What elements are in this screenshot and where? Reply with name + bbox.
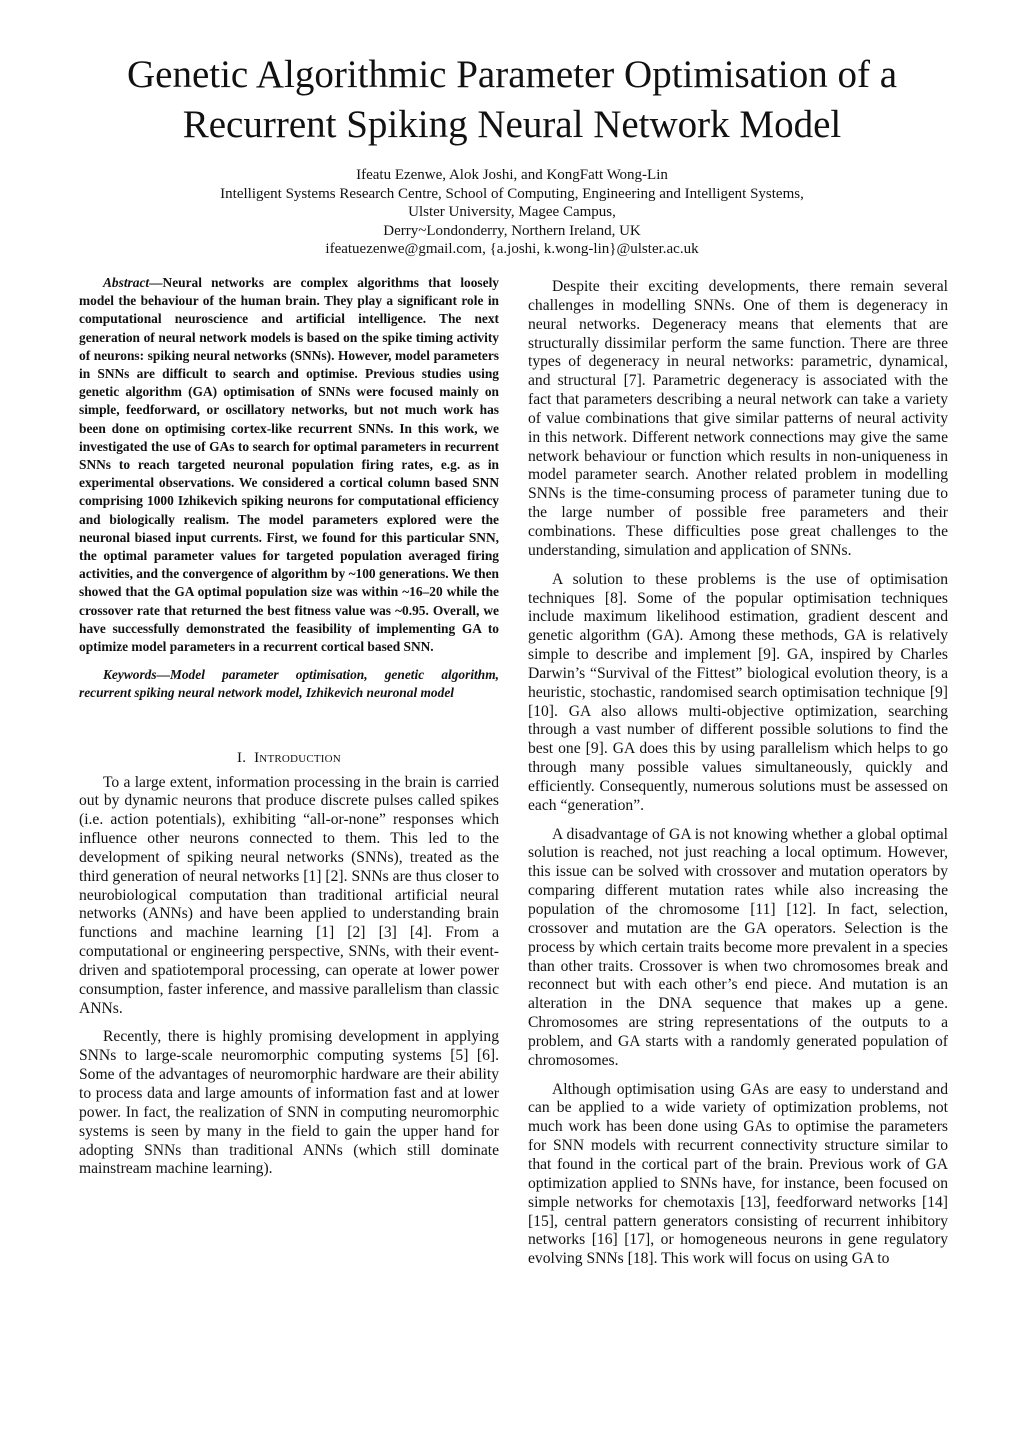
affiliation-line-3: Derry~Londonderry, Northern Ireland, UK	[383, 222, 641, 239]
abstract	[79, 274, 499, 656]
right-column	[528, 278, 948, 1269]
title-line-1: Genetic Algorithmic Parameter Optimisation of a	[126, 53, 898, 96]
paper-title	[40, 50, 984, 150]
body-paragraph-2: A solution to these problems is the use of optimisation techniques [8]. Some of the popular optimisation techniques include maximum likelihood estimation, gradient descent and genetic algorithm (GA). Among these methods, GA is relatively simple to describe and implement [9]. GA, inspired by Charles Darwin’s “Survival of the Fittest” biological evolution theory, is a heuristic, stochastic, randomised search optimisation technique [9] [10]. GA also allows multi-objective optimization, searching through a vast number of different possible solutions to find the best one [9]. GA does this by using parallelism which helps to go through many possible values simultaneously, quickly and efficiently. Consequently, numerous solutions must be assessed on each “generation”.	[528, 570, 948, 814]
body-paragraph-1: Despite their exciting developments, there remain several challenges in modelling SNNs. One of them is degeneracy in neural networks. Degeneracy means that elements that are structurally dissimilar perform the same function. There are three types of degeneracy in neural networks: parametric, dynamical, and structural [7]. Parametric degeneracy is associated with the fact that parameters describing a neural network can take a variety of value combinations that give similar patterns of neural activity in this network. Different network connections may give the same network behaviour or function which results in non-uniqueness in model parameter search. Another related problem in modelling SNNs is the time-consuming process of parameter tuning due to the large number of possible free parameters and their combinations. These difficulties pose great challenges to the understanding, simulation and application of SNNs.	[528, 278, 948, 559]
abstract-text: —Neural networks are complex algorithms that loosely model the behaviour of the human brain. They play a significant role in computational neuroscience and artificial intelligence. The next generation of neural network models is based on the spike timing activity of neurons: spiking neural networks (SNNs). However, model parameters in SNNs are difficult to search and optimise. Previous studies using genetic algorithm (GA) optimisation of SNNs were focused mainly on simple, feedforward, or oscillatory networks, but not much work has been done on optimising cortex-like recurrent SNNs. In this work, we investigated the use of GAs to search for optimal parameters in recurrent SNNs to reach targeted neuronal population firing rates, e.g. as in experimental observations. We considered a cortical column based SNN comprising 1000 Izhikevich spiking neurons for computational efficiency and biologically realism. The model parameters explored were the neuronal biased input currents. First, we found for this particular SNN, the optimal parameter values for targeted population averaged firing activities, and the convergence of algorithm by ~100 generations. We then showed that the GA optimal population size was within ~16–20 while the crossover rate that returned the best fitness value was ~0.95. Overall, we have successfully demonstrated the feasibility of implementing GA to optimize model parameters in a recurrent cortical based SNN.	[79, 275, 499, 655]
affiliation-line-1: Intelligent Systems Research Centre, School of Computing, Engineering and Intelligent Systems,	[220, 185, 804, 202]
section-heading	[79, 749, 499, 768]
section-title: Introduction	[254, 749, 341, 766]
author-names: Ifeatu Ezenwe, Alok Joshi, and KongFatt Wong-Lin	[356, 167, 668, 183]
body-paragraph-4: Although optimisation using GAs are easy to understand and can be applied to a wide variety of optimization problems, not much work has been done using GAs to optimise the parameters for SNN models with recurrent connectivity structure similar to that found in the cortical part of the brain. Previous work of GA optimization applied to SNNs have, for instance, been focused on simple networks for chemotaxis [13], feedforward networks [14] [15], central pattern generators consisting of recurrent inhibitory networks [16] [17], or homogeneous neurons in gene regulatory evolving SNNs [18]. This work will focus on using GA to	[528, 1080, 948, 1268]
section-number: I.	[237, 749, 247, 766]
abstract-label: Abstract	[103, 275, 150, 290]
affiliation-line-2: Ulster University, Magee Campus,	[408, 204, 616, 220]
left-column	[79, 274, 499, 1179]
author-block	[60, 166, 964, 259]
title-line-2: Recurrent Spiking Neural Network Model	[182, 103, 842, 146]
body-paragraph-3: A disadvantage of GA is not knowing whether a global optimal solution is reached, not just reaching a local optimum. However, this issue can be solved with crossover and mutation operators by comparing different mutation rates while also increasing the population of the chromosome [11] [12]. In fact, selection, crossover and mutation are the GA operators. Selection is the process by which certain traits become more prevalent in a species than other traits. Crossover is when two chromosomes break and reconnect but with each other’s end piece. And mutation is an alteration in the DNA sequence that makes up a gene. Chromosomes are string representations of the outputs to a problem, and GA starts with a randomly generated population of chromosomes.	[528, 825, 948, 1069]
intro-paragraph-2: Recently, there is highly promising development in applying SNNs to large-scale neuromorphic computing systems [5] [6]. Some of the advantages of neuromorphic hardware are their ability to process data and large amounts of information fast and at lower power. In fact, the realization of SNN in computing neuromorphic systems is seen by many in the field to gain the upper hand for adopting SNNs than traditional ANNs (which still dominate mainstream machine learning).	[79, 1028, 499, 1178]
intro-paragraph-1: To a large extent, information processing in the brain is carried out by dynamic neurons that produce discrete pulses called spikes (i.e. action potentials), exhibiting “all-or-none” responses which influence other neurons connected to them. This led to the development of spiking neural networks (SNNs), treated as the third generation of neural networks [1] [2]. SNNs are thus closer to neurobiological computation than traditional artificial neural networks (ANNs) and have been applied to understanding brain functions and machine learning [1] [2] [3] [4]. From a computational or engineering perspective, SNNs, with their event-driven and spatiotemporal processing, can operate at lower power consumption, faster inference, and massive parallelism than classic ANNs.	[79, 773, 499, 1017]
author-emails: ifeatuezenwe@gmail.com, {a.joshi, k.wong-lin}@ulster.ac.uk	[325, 241, 699, 257]
keywords: Keywords—Model parameter optimisation, genetic algorithm, recurrent spiking neural network model, Izhikevich neuronal model	[79, 667, 499, 701]
